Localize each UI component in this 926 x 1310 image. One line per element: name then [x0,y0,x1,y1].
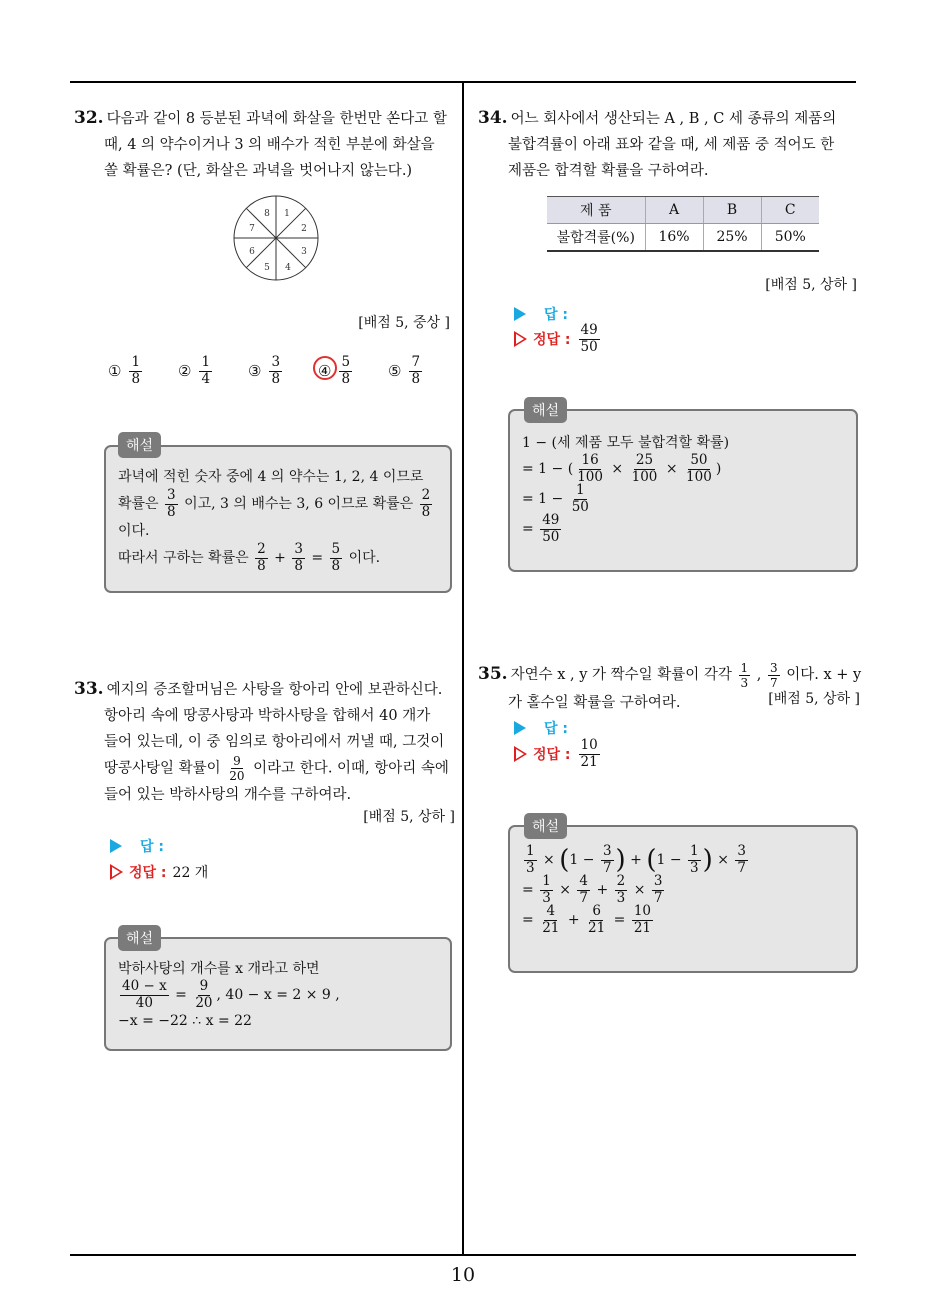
q32-sol-line2: 확률은 $\frac{3}{8}$ 이고, 3 의 배수는 3, 6 이므로 확률은 $\frac{2}{8}$ [118,487,431,520]
q35-solution-body [522,845,852,935]
q32-number: 32. [74,108,104,128]
table-header-cell: B [703,197,761,224]
q34-line2: 불합격률이 아래 표와 같을 때, 세 제품 중 적어도 한 [508,137,835,153]
q35-solution-label: 해설 [524,813,567,839]
play-icon [110,839,122,853]
q35-meta: [배점 5, 상하 ] [768,691,860,707]
q34-sol-line4: = $\frac{49}{50}$ [522,512,560,545]
q33-number: 33. [74,679,104,699]
q34-correct-label: 정답 : [533,332,571,348]
q34-sol-line1: 1 − (세 제품 모두 불합격할 확률) [522,435,730,451]
q32-solution-label: 해설 [118,432,161,458]
q33-sol-line1: 박하사탕의 개수를 x 개라고 하면 [118,961,320,977]
q34-answer-line[interactable] [514,304,568,324]
table-header-row [547,197,819,224]
q33-solution-body [118,958,448,1032]
choice-2-num: 1 [201,354,211,370]
q35-number: 35. [478,664,508,684]
q33-solution-label: 해설 [118,925,161,951]
play-icon [514,721,526,735]
choice-2[interactable] [178,356,248,386]
q34-line3: 제품은 합격할 확률을 구하여라. [508,163,709,179]
q33-line4: 땅콩사탕일 확률이 $\frac{9}{20}$ 이라고 한다. 이때, 항아리 속에 [104,754,449,783]
q33-correct-line [110,862,208,882]
q35-line2: 가 홀수일 확률을 구하여라. [508,695,681,711]
table-cell: 25% [703,224,761,252]
q35-answer-line[interactable] [514,718,568,738]
q35-line1a: 자연수 x , y 가 짝수일 확률이 각각 [510,667,732,683]
choice-3-den: 8 [271,370,281,387]
q35-correct-fraction: $\frac{10}{21}$ [580,737,598,770]
choice-5[interactable] [388,356,458,386]
column-divider [462,82,464,1255]
table-header-cell: 제 품 [547,197,645,224]
q34-meta: [배점 5, 상하 ] [765,277,857,293]
choice-4-den: 8 [341,370,351,387]
q32-choices [108,356,458,386]
selected-answer-circle [313,356,337,380]
q32-line1: 다음과 같이 8 등분된 과녁에 화살을 한번만 쏜다고 할 [106,111,447,127]
q33-answer-line[interactable] [110,836,164,856]
choice-2-den: 4 [201,370,211,387]
table-cell: 50% [761,224,819,252]
dart-target-figure [232,194,320,282]
q33-line2: 항아리 속에 땅콩사탕과 박하사탕을 합해서 40 개가 [104,708,431,724]
play-outline-icon [514,746,527,762]
choice-1[interactable] [108,356,178,386]
choice-4-mark: ④ [318,362,331,380]
q32-sol-line1: 과녁에 적힌 숫자 중에 4 의 약수는 1, 2, 4 이므로 [118,469,424,485]
target-label-3: 3 [301,247,307,257]
table-cell: 불합격률(%) [547,224,645,252]
target-label-6: 6 [249,247,255,257]
table-header-cell: A [645,197,703,224]
q33-line5: 들어 있는 박하사탕의 개수를 구하여라. [104,787,352,803]
table-header-cell: C [761,197,819,224]
q33-sol-line3: −x = −22 ∴ x = 22 [118,1013,252,1029]
q32-text [74,105,459,184]
q33-meta: [배점 5, 상하 ] [363,809,455,825]
q34-text [478,105,863,184]
play-outline-icon [110,864,123,880]
q35-text: 35. 자연수 x , y 가 짝수일 확률이 각각 $\frac{1}{3}$ , $\frac{3}{7}$ 이다. x + y 가 홀수일 확률을 구하여라. [478,660,863,717]
q33-line3: 들어 있는데, 이 중 임의로 항아리에서 꺼낼 때, 그것이 [104,734,445,750]
q32-meta: [배점 5, 중상 ] [358,315,450,331]
q35-sol-line3: = $\frac{4}{21}$ + $\frac{6}{21}$ = $\frac{10}{21}$ [522,903,652,936]
q33-correct-label: 정답 : [129,865,167,881]
defect-rate-table [547,196,819,252]
q35-correct-line [514,739,602,769]
q34-line1: 어느 회사에서 생산되는 A , B , C 세 종류의 제품의 [510,111,837,127]
q34-number: 34. [478,108,508,128]
q32-sol-line3: 이다. [118,523,150,539]
q33-answer-label: 답 : [140,839,164,855]
q33-line1: 예지의 증조할머님은 사탕을 항아리 안에 보관하신다. [106,682,443,698]
choice-3-mark: ③ [248,362,262,380]
q33-correct-value: 22 개 [172,865,209,881]
play-outline-icon [514,331,527,347]
q34-sol-line3: = 1 − $\frac{1}{50}$ [522,482,589,515]
q35-correct-label: 정답 : [533,747,571,763]
q35-sol-line1: $\frac{1}{3}$ × (1 − $\frac{3}{7}$ ) + (1 − $\frac{1}{3}$ ) × $\frac{3}{7}$ [526,843,747,876]
choice-3[interactable] [248,356,318,386]
q34-answer-label: 답 : [544,307,568,323]
table-row [547,224,819,252]
choice-1-num: 1 [131,354,141,370]
target-label-4: 4 [285,263,291,273]
q35-answer-label: 답 : [544,721,568,737]
choice-4[interactable] [318,356,388,386]
q32-line2: 때, 4 의 약수이거나 3 의 배수가 적힌 부분에 화살을 [104,137,435,153]
q35-sol-line2: = $\frac{1}{3}$ × $\frac{4}{7}$ + $\frac{2}{3}$ × $\frac{3}{7}$ [522,873,663,906]
target-label-5: 5 [264,263,270,273]
choice-5-num: 7 [411,354,421,370]
q34-correct-line [514,324,602,354]
q34-solution-label: 해설 [524,397,567,423]
q34-sol-line2: = 1 − ( $\frac{16}{100}$ × $\frac{25}{100}$ × $\frac{50}{100}$ ) [522,452,722,485]
q35-line1b: 이다. x + y [786,667,862,683]
play-icon [514,307,526,321]
q32-sol-line4: 따라서 구하는 확률은 $\frac{2}{8}$ + $\frac{3}{8}$ = $\frac{5}{8}$ 이다. [118,541,381,574]
bottom-rule [70,1254,856,1256]
target-label-8: 8 [264,209,270,219]
q32-line3: 쏠 확률은? (단, 화살은 과녁을 벗어나지 않는다.) [104,163,413,179]
choice-5-den: 8 [411,370,421,387]
target-label-1: 1 [284,209,290,219]
page-number: 10 [450,1264,476,1286]
table-cell: 16% [645,224,703,252]
choice-1-den: 8 [131,370,141,387]
q33-text [74,676,459,808]
choice-4-num: 5 [341,354,351,370]
choice-2-mark: ② [178,362,192,380]
q34-correct-fraction: $\frac{49}{50}$ [580,322,598,355]
q32-solution-body [118,465,448,573]
choice-1-mark: ① [108,362,122,380]
choice-3-num: 3 [271,354,281,370]
choice-5-mark: ⑤ [388,362,402,380]
q34-solution-body [522,432,852,544]
q33-sol-line2: $\frac{40 - x}{40}$ = $\frac{9}{20}$ , 40 − x = 2 × 9 , [122,978,340,1011]
target-label-2: 2 [301,224,307,234]
target-label-7: 7 [249,224,255,234]
